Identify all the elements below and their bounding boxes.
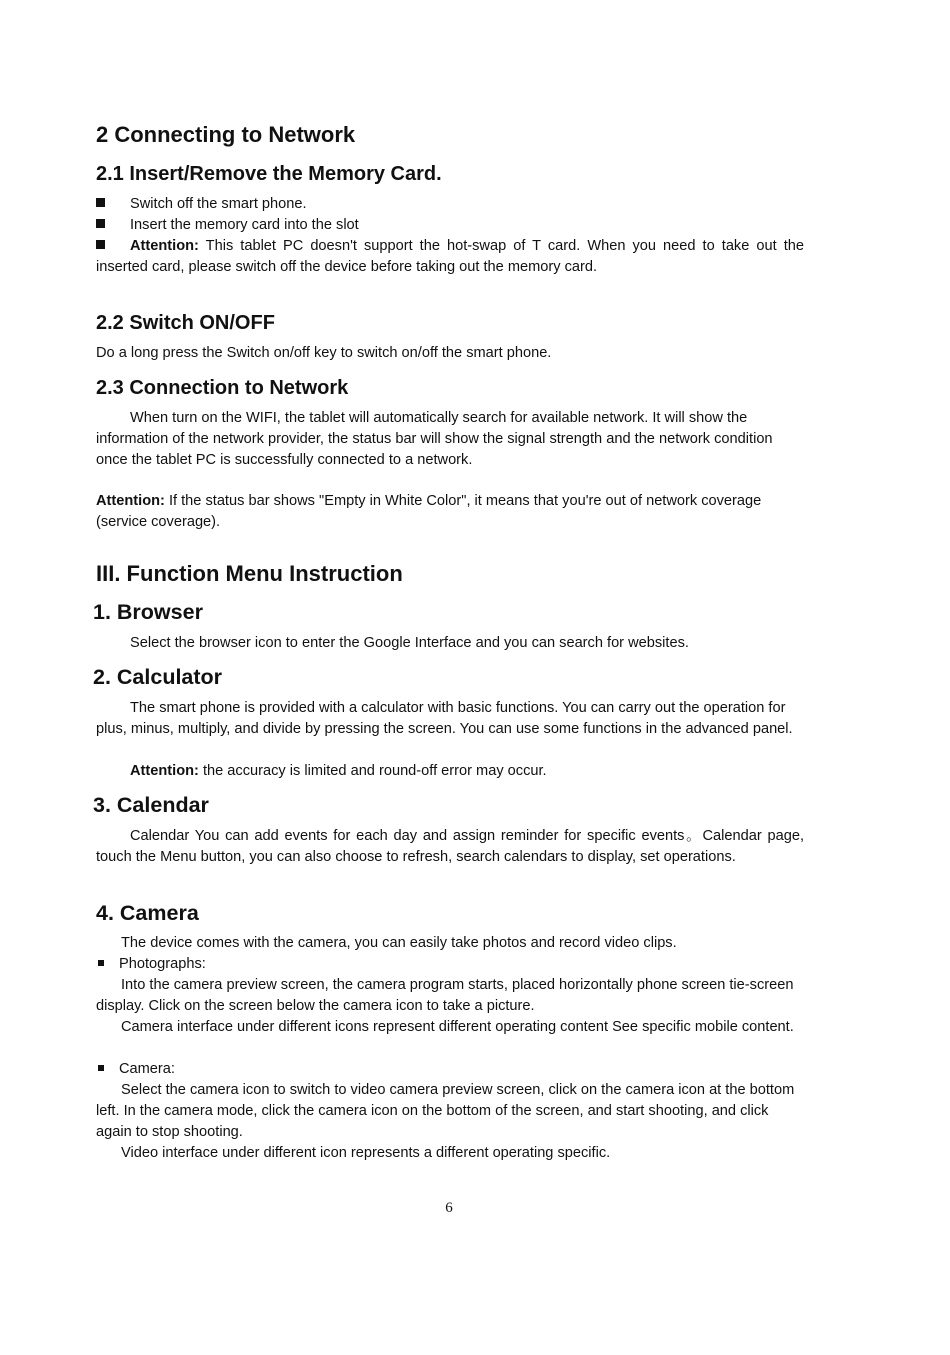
square-bullet-icon <box>98 960 104 966</box>
paragraph: Video interface under different icon represents a different operating specific. <box>121 1145 611 1161</box>
list-item: Insert the memory card into the slot <box>96 215 804 236</box>
square-bullet-icon <box>98 1065 104 1071</box>
list-item: Camera: <box>96 1059 804 1080</box>
heading-connecting-to-network: 2 Connecting to Network <box>96 122 356 147</box>
paragraph: Select the camera icon to switch to video camera preview screen, click on the camera icon at the bottom left. In the camera mode, click the camera icon on the bottom of the screen, and start shooting, and click again to stop shooting. <box>96 1082 795 1140</box>
heading-calendar: 3. Calendar <box>93 793 209 817</box>
square-bullet-icon <box>96 240 105 249</box>
paragraph: When turn on the WIFI, the tablet will automatically search for available network. It will show the information of the network provider, the status bar will show the signal strength and the network condition once the tablet PC is successfully connected to a network. <box>96 410 773 468</box>
attention-paragraph: Attention: If the status bar shows "Empty in White Color", it means that you're out of network coverage (service coverage). <box>96 493 762 530</box>
list-item: Switch off the smart phone. <box>96 194 804 215</box>
paragraph: Select the browser icon to enter the Google Interface and you can search for websites. <box>130 635 689 651</box>
square-bullet-icon <box>96 219 105 228</box>
paragraph: The device comes with the camera, you can easily take photos and record video clips. <box>121 935 677 951</box>
paragraph: Camera interface under different icons represent different operating content See specific mobile content. <box>121 1019 794 1035</box>
attention-paragraph: Attention: the accuracy is limited and round-off error may occur. <box>130 763 547 779</box>
heading-function-menu-instruction: III. Function Menu Instruction <box>96 561 403 586</box>
heading-switch-on-off: 2.2 Switch ON/OFF <box>96 312 275 334</box>
heading-insert-remove-memory-card: 2.1 Insert/Remove the Memory Card. <box>96 163 442 185</box>
paragraph: The smart phone is provided with a calculator with basic functions. You can carry out the operation for plus, minus, multiply, and divide by pressing the screen. You can use some functions in the advanced panel. <box>96 700 793 737</box>
paragraph: Calendar You can add events for each day and assign reminder for specific events。Calendar page, touch the Menu button, you can also choose to refresh, search calendars to display, set operations. <box>96 828 804 865</box>
list-item-attention: Attention: This tablet PC doesn't support the hot-swap of T card. When you need to take out the inserted card, please switch off the device before taking out the memory card. <box>96 238 804 275</box>
heading-calculator: 2. Calculator <box>93 665 223 689</box>
heading-browser: 1. Browser <box>93 600 203 624</box>
list-item: Photographs: <box>96 954 804 975</box>
heading-camera: 4. Camera <box>96 901 199 925</box>
heading-connection-to-network: 2.3 Connection to Network <box>96 377 349 399</box>
page-number: 6 <box>445 1200 453 1216</box>
paragraph: Into the camera preview screen, the camera program starts, placed horizontally phone screen tie-screen display. Click on the screen below the camera icon to take a picture. <box>96 977 794 1014</box>
square-bullet-icon <box>96 198 105 207</box>
paragraph: Do a long press the Switch on/off key to switch on/off the smart phone. <box>96 345 552 361</box>
